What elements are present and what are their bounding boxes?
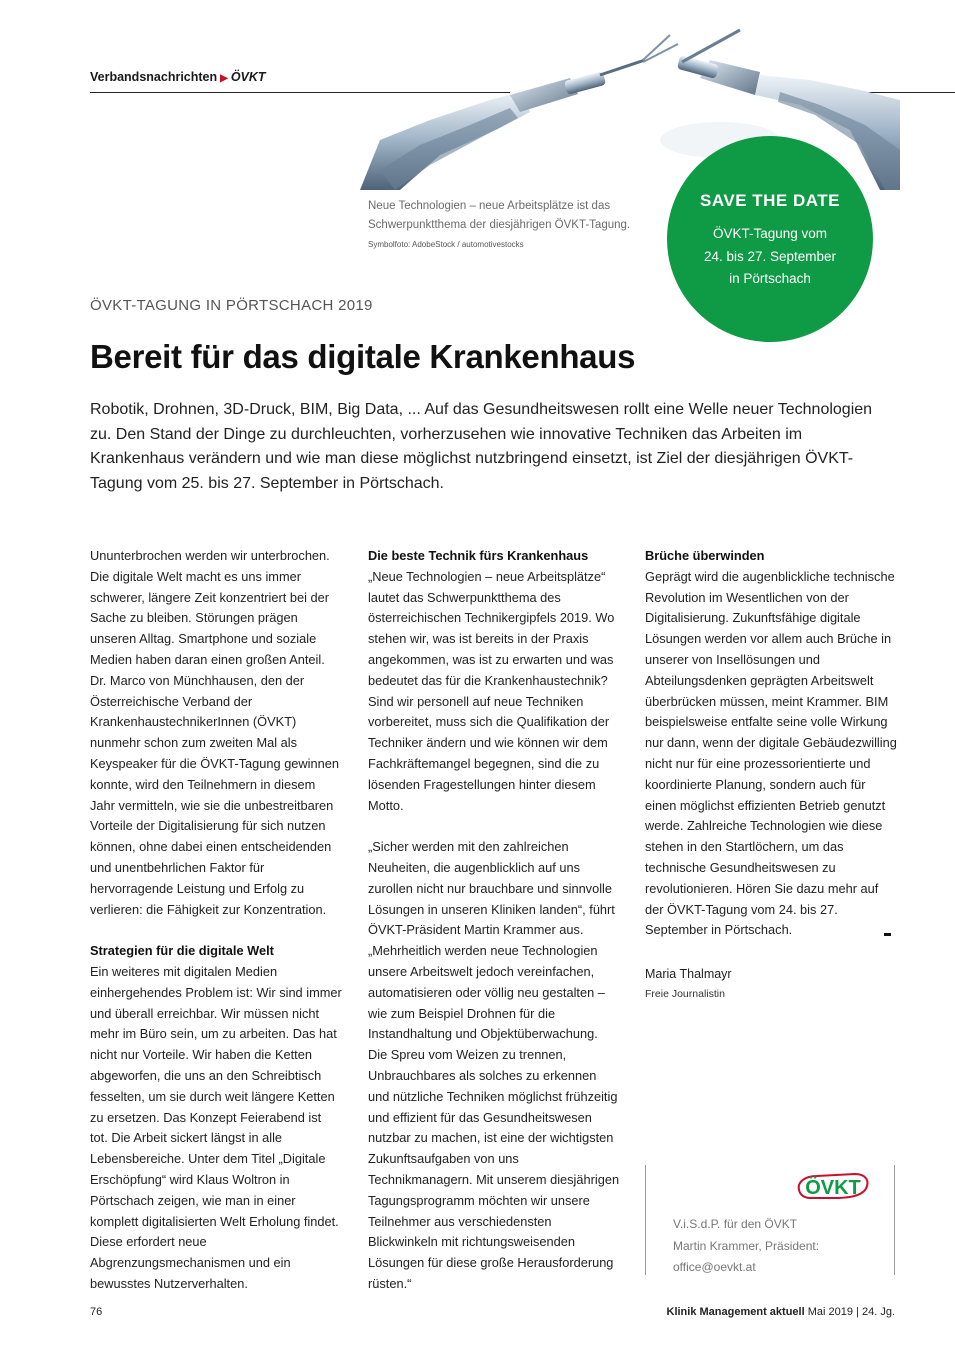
oevkt-logo [795,1170,870,1202]
page-number: 76 [90,1306,103,1318]
author-role: Freie Journalistin [645,988,725,1000]
subheading: Strategien für die digitale Welt [90,943,274,959]
badge-line-2: 24. bis 27. September [703,248,837,264]
imprint-divider-left [645,1165,646,1275]
badge-title: SAVE THE DATE [700,191,840,210]
footer-separator: | [856,1306,859,1318]
article-column-1 [90,546,342,1295]
end-of-article-mark [884,933,891,936]
article-column-2 [368,546,620,1295]
badge-text [687,223,853,291]
imprint-line-2: Martin Krammer, Präsident: [673,1238,820,1253]
section-name: Verbandsnachrichten [90,70,218,84]
issue-date: Mai 2019 [807,1306,853,1318]
subheading: Brüche überwinden [645,548,765,563]
image-caption [368,197,633,254]
caption-text: Neue Technologien – neue Arbeitsplätze ist das Schwerpunktthema der diesjährigen ÖVKT-Tagung. [368,200,631,231]
volume: 24. Jg. [861,1306,895,1318]
subheading: Die beste Technik fürs Krankenhaus [368,548,589,563]
svg-text:ÖVKT: ÖVKT [805,1177,861,1199]
article-title: Bereit für das digitale Krankenhaus [90,338,636,375]
caption-credit: Symbolfoto: AdobeStock / automotivestocks [368,240,524,249]
article-kicker: ÖVKT-TAGUNG IN PÖRTSCHACH 2019 [90,297,373,314]
magazine-name: Klinik Management aktuell [666,1306,805,1318]
section-header [90,70,266,84]
paragraph: „Sicher werden mit den zahlreichen Neuheiten, die augenblicklich auf uns zurollen nicht nur brauchbare und sinnvolle Lösungen in unseren Kliniken landen“, führt ÖVKT-Präsident Martin Krammer aus. „Mehrheitlich werden neue Technologien unsere Arbeitswelt jedoch vereinfachen, automatisieren oder völlig neu gestalten – wie zum Beispiel Drohnen für die Instandhaltung und Objektüberwachung. Die Spreu vom Weizen zu trennen, Unbrauchbares als solches zu erkennen und nützliche Techniken möglichst frühzeitig und effizient für das Gesundheitswesen nutzbar zu machen, ist eine der wichtigsten Zukunftsaufgaben von uns Technikmanagern. Mit unserem diesjährigen Tagungsprogramm möchten wir unsere Teilnehmer aus verschiedensten Blickwinkeln mit richtungsweisenden Lösungen für diese große Herausforderung rüsten.“ [368,839,620,1291]
author-name: Maria Thalmayr [645,967,732,981]
imprint-text [673,1214,819,1279]
arrow-icon: ▶ [220,73,228,84]
subsection-name: ÖVKT [230,70,266,84]
paragraph: Ein weiteres mit digitalen Medien einhergehendes Problem ist: Wir sind immer und überall erreichbar. Wir müssen nicht mehr im Büro sein, um zu arbeiten. Das hat nicht nur Vorteile. Wir haben die Ketten abgeworfen, die uns an den Schreibtisch fesselten, um sie durch weit längere Ketten zu ersetzen. Das Konzept Feierabend ist tot. Die Arbeit sickert längst in alle Lebensbereiche. Unter dem Titel „Digitale Erschöpfung“ wird Klaus Woltron in Pörtschach zeigen, wie man in einer komplett digitalisierten Welt Erholung findet. Diese erfordert neue Abgrenzungsmechanismen und ein bewusstes Nutzerverhalten. [90,963,342,1291]
imprint-line-1: V.i.S.d.P. für den ÖVKT [673,1217,798,1231]
imprint-divider-right [894,1165,895,1275]
paragraph: Geprägt wird die augenblickliche technische Revolution im Wesentlichen von der Digitalisierung. Zukunftsfähige digitale Lösungen werden vor allem auch Brüche in unserer von Insellösungen und Abteilungsdenken geprägten Arbeitswelt überbrücken müssen, meint Krammer. BIM beispielsweise entfalte seine volle Wirkung nur dann, wenn der digitale Gebäudezwilling nicht nur für eine prozessorientierte und koordinierte Planung, sondern auch für einen möglichst effizienten Betrieb genutzt werde. Zahlreiche Technologien wie diese stehen in den Startlöchern, um das technische Gesundheitswesen zu revolutionieren. Hören Sie dazu mehr auf der ÖVKT-Tagung vom 24. bis 27. September in Pörtschach. [645,568,897,938]
save-the-date-badge [667,136,873,342]
imprint-email[interactable]: office@oevkt.at [673,1260,756,1274]
badge-line-1: ÖVKT-Tagung vom [712,226,828,241]
paragraph: Ununterbrochen werden wir unterbrochen. Die digitale Welt macht es uns immer schwerer, längere Zeit konzentriert bei der Sache zu bleiben. Störungen prägen unseren Alltag. Smartphone und soziale Medien haben daran einen großen Anteil. Dr. Marco von Münchhausen, den der Österreichische Verband der KrankenhaustechnikerInnen (ÖVKT) nunmehr schon zum zweiten Mal als Keyspeaker für die ÖVKT-Tagung gewinnen konnte, wird den Teilnehmern in diesem Jahr vermitteln, wie sie die unbestreitbaren Vorteile der Digitalisierung für sich nutzen können, ohne dabei einen entscheidenden und unentbehrlichen Faktor für hervorragende Leistung und Erfolg zu verlieren: die Fähigkeit zur Konzentration. [90,548,339,917]
page-footer [667,1306,896,1318]
article-column-3 [645,546,897,941]
badge-line-3: in Pörtschach [729,271,811,286]
article-lead: Robotik, Drohnen, 3D-Druck, BIM, Big Data, ... Auf das Gesundheitswesen rollt eine Welle neuer Technologien zu. Den Stand der Dinge zu durchleuchten, vorherzusehen wie innovative Techniken das Arbeiten im Krankenhaus verändern und wie man diese möglichst nutzbringend einsetzt, ist Ziel der diesjährigen ÖVKT-Tagung vom 25. bis 27. September in Pörtschach. [90,401,873,492]
paragraph: „Neue Technologien – neue Arbeitsplätze“ lautet das Schwerpunktthema des österreichischen Technikergipfels 2019. Wo stehen wir, was ist bereits in der Praxis angekommen, was ist zu erwarten und was bedeutet das für die Krankenhaustechnik? Sind wir personell auf neue Techniken vorbereitet, muss sich die Qualifikation der Techniker ändern und wie können wir dem Fachkräftemangel begegnen, sind die zu lösenden Fragestellungen hinter diesem Motto. [368,568,615,813]
